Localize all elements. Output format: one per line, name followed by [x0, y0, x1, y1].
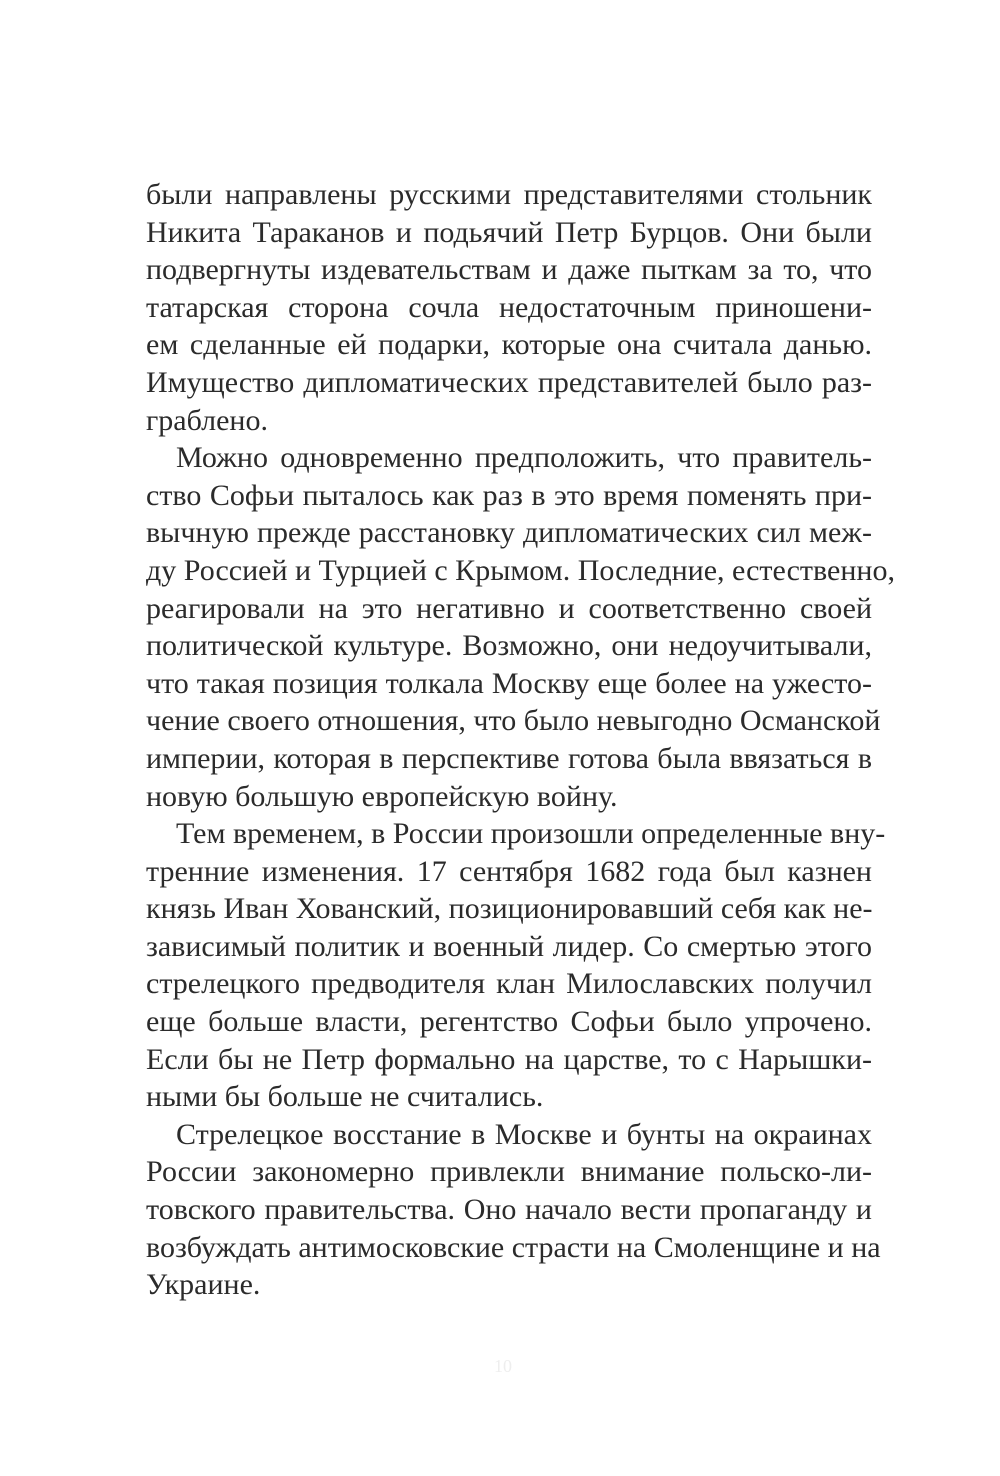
paragraph: [146, 176, 872, 439]
text-line: Никита Тараканов и подьячий Петр Бурцов. Они были: [146, 215, 872, 249]
text-line: подвергнуты издевательствам и даже пыткам за то, что: [146, 253, 872, 287]
text-line: еще больше власти, регентство Софьи было упрочено.: [146, 1005, 872, 1039]
text-line: что такая позиция толкала Москву еще более на ужесто-: [146, 666, 872, 700]
text-line: стрелецкого предводителя клан Милославских получил: [146, 967, 872, 1001]
text-line: Тем временем, в России произошли определенные вну-: [176, 817, 886, 851]
text-line: были направлены русскими представителями стольник: [146, 178, 872, 211]
text-line: политической культуре. Возможно, они недоучитывали,: [146, 629, 872, 663]
text-line: чение своего отношения, что было невыгодно Османской: [146, 704, 881, 738]
page-number: 10: [494, 1356, 512, 1376]
text-line: империи, которая в перспективе готова была ввязаться в: [146, 741, 872, 775]
paragraph: [146, 815, 886, 1116]
text-line: товского правительства. Оно начало вести пропаганду и: [146, 1193, 872, 1227]
text-line: ду Россией и Турцией с Крымом. Последние, естественно,: [146, 553, 895, 587]
text-line: граблено.: [146, 403, 268, 437]
body-text: [146, 176, 895, 1304]
text-line: вычную прежде расстановку дипломатических сил меж-: [146, 516, 872, 550]
text-line: Стрелецкое восстание в Москве и бунты на окраинах: [176, 1117, 872, 1151]
text-line: Если бы не Петр формально на царстве, то с Нарышки-: [146, 1042, 872, 1076]
text-line: реагировали на это негативно и соответственно своей: [146, 591, 872, 625]
text-line: тренние изменения. 17 сентября 1682 года был казнен: [146, 854, 872, 888]
text-line: татарская сторона сочла недостаточным приношени-: [146, 290, 872, 324]
text-line: князь Иван Хованский, позиционировавший себя как не-: [146, 892, 873, 926]
paragraph: [146, 1116, 881, 1304]
text-line: возбуждать антимосковские страсти на Смоленщине и на: [146, 1230, 881, 1264]
text-line: зависимый политик и военный лидер. Со смертью этого: [146, 929, 872, 963]
text-line: ем сделанные ей подарки, которые она считала данью.: [146, 328, 872, 362]
text-line: ными бы больше не считались.: [146, 1080, 544, 1114]
text-line: Можно одновременно предположить, что правитель-: [176, 441, 872, 475]
text-line: Имущество дипломатических представителей было раз-: [146, 365, 872, 399]
text-line: новую большую европейскую войну.: [146, 779, 618, 813]
text-line: Украине.: [146, 1268, 261, 1302]
text-line: России закономерно привлекли внимание польско-ли-: [146, 1155, 872, 1189]
text-line: ство Софьи пыталось как раз в это время поменять при-: [146, 478, 872, 512]
paragraph: [146, 439, 895, 815]
